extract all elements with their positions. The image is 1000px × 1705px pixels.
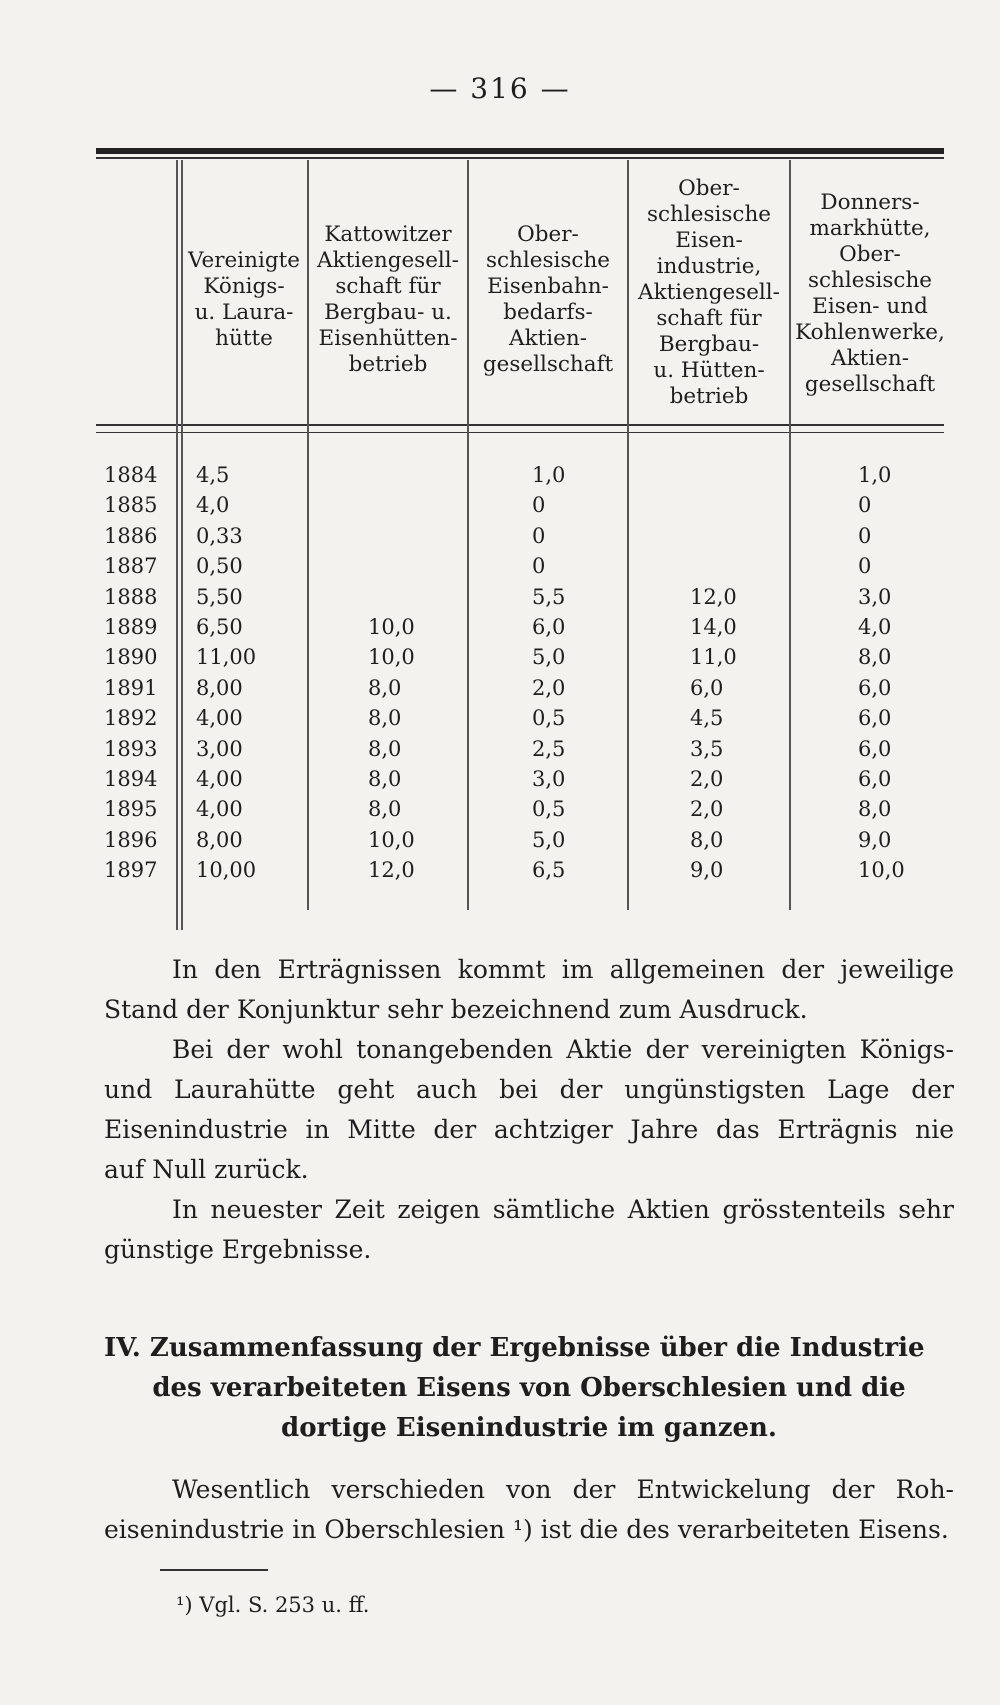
cell-laurahuette: 4,00 [196, 797, 243, 822]
cell-kattowitzer [368, 490, 418, 520]
cell-donnersmarckhuette: 1,0 [858, 463, 892, 487]
cell-laurahuette: 8,00 [196, 675, 243, 700]
cell-kattowitzer: 10,0 [368, 827, 415, 852]
cell-eisenbahnbedarf: 0 [532, 554, 546, 579]
cell-eisenbahnbedarf: 0,5 [532, 797, 566, 822]
paragraph-4 [104, 1470, 954, 1550]
cell-year: 1895 [104, 797, 158, 822]
cell-kattowitzer: 8,0 [368, 767, 402, 791]
cell-donnersmarckhuette: 3,0 [858, 584, 892, 609]
cell-kattowitzer: 8,0 [368, 736, 402, 761]
cell-eisenindustrie: 4,5 [690, 706, 724, 731]
cell-donnersmarckhuette: 6,0 [858, 736, 892, 761]
page-number: — 316 — [429, 72, 571, 105]
cell-year: 1885 [104, 493, 158, 518]
cell-year: 1886 [104, 523, 158, 548]
cell-year: 1888 [104, 584, 158, 609]
cell-kattowitzer: 8,0 [368, 675, 402, 700]
cell-eisenbahnbedarf: 2,0 [532, 675, 566, 700]
column-header-laurahuette: Vereinigte Königs- u. Laura- hütte [187, 248, 300, 351]
cell-year: 1896 [104, 827, 158, 852]
cell-donnersmarckhuette: 8,0 [858, 797, 892, 822]
text-line: In den Erträgnissen kommt im allgemeinen der jeweilige [172, 955, 954, 984]
paragraph-2 [104, 1030, 954, 1190]
cell-eisenbahnbedarf: 5,0 [532, 827, 566, 852]
cell-year: 1887 [104, 554, 158, 579]
cell-donnersmarckhuette: 4,0 [858, 615, 892, 639]
cell-year: 1897 [104, 858, 158, 883]
cell-donnersmarckhuette: 6,0 [858, 675, 892, 700]
footnote-rule [160, 1569, 268, 1571]
text-line: und Laurahütte geht auch bei der ungünstigsten Lage der [104, 1075, 954, 1104]
cell-eisenindustrie [690, 521, 740, 551]
cell-laurahuette: 6,50 [196, 615, 243, 639]
cell-donnersmarckhuette: 9,0 [858, 827, 892, 852]
cell-year: 1891 [104, 675, 158, 700]
cell-kattowitzer: 8,0 [368, 706, 402, 731]
cell-eisenbahnbedarf: 3,0 [532, 767, 566, 791]
cell-eisenbahnbedarf: 1,0 [532, 463, 566, 487]
cell-donnersmarckhuette: 10,0 [858, 858, 905, 883]
cell-eisenindustrie: 3,5 [690, 736, 724, 761]
table-header-rule [96, 424, 944, 426]
cell-laurahuette: 4,00 [196, 767, 243, 791]
cell-donnersmarckhuette: 6,0 [858, 767, 892, 791]
cell-laurahuette: 4,5 [196, 463, 230, 487]
column-header-eisenbahnbedarf: Ober- schlesische Eisenbahn- bedarfs- Aktien- gesellschaft [482, 222, 614, 377]
cell-donnersmarckhuette: 8,0 [858, 645, 892, 670]
text-line: In neuester Zeit zeigen sämtliche Aktien grösstenteils sehr [172, 1195, 954, 1224]
table-top-rule-thin [96, 157, 944, 159]
cell-eisenindustrie: 14,0 [690, 615, 737, 639]
cell-kattowitzer: 12,0 [368, 858, 415, 883]
cell-year: 1893 [104, 736, 158, 761]
cell-laurahuette: 5,50 [196, 584, 243, 609]
column-divider [176, 160, 178, 930]
text-line: auf Null zurück. [104, 1155, 309, 1184]
cell-eisenbahnbedarf: 6,5 [532, 858, 566, 883]
cell-kattowitzer [368, 521, 418, 551]
cell-laurahuette: 0,50 [196, 554, 243, 579]
cell-year: 1892 [104, 706, 158, 731]
text-line: günstige Ergebnisse. [104, 1235, 372, 1264]
cell-kattowitzer: 10,0 [368, 645, 415, 670]
cell-kattowitzer [368, 460, 418, 490]
cell-year: 1889 [104, 615, 158, 639]
cell-eisenindustrie: 8,0 [690, 827, 724, 852]
paragraph-1 [104, 950, 954, 1030]
cell-laurahuette: 10,00 [196, 858, 257, 883]
cell-eisenindustrie: 11,0 [690, 645, 737, 670]
text-line: Stand der Konjunktur sehr bezeichnend zum Ausdruck. [104, 995, 808, 1024]
cell-donnersmarckhuette: 0 [858, 493, 872, 518]
cell-laurahuette: 3,00 [196, 736, 243, 761]
column-header-kattowitzer: Kattowitzer Aktiengesell- schaft für Bergbau- u. Eisenhütten- betrieb [317, 222, 459, 377]
cell-donnersmarckhuette: 0 [858, 523, 872, 548]
heading-line: des verarbeiteten Eisens von Oberschlesien und die [152, 1373, 906, 1403]
cell-laurahuette: 11,00 [196, 645, 257, 670]
heading-line: IV. Zusammenfassung der Ergebnisse über die Industrie [104, 1333, 925, 1363]
cell-eisenindustrie: 2,0 [690, 767, 724, 791]
cell-laurahuette: 8,00 [196, 827, 243, 852]
cell-eisenindustrie [690, 551, 740, 581]
heading-line: dortige Eisenindustrie im ganzen. [281, 1413, 777, 1443]
cell-eisenbahnbedarf: 0,5 [532, 706, 566, 731]
section-heading [104, 1328, 954, 1448]
cell-eisenindustrie: 6,0 [690, 675, 724, 700]
cell-eisenbahnbedarf: 5,0 [532, 645, 566, 670]
cell-eisenindustrie: 2,0 [690, 797, 724, 822]
column-header-donnersmarckhuette: Donners- markhütte, Ober- schlesische Eisen- und Kohlenwerke, Aktien- gesellschaft [795, 190, 945, 397]
text-line: Wesentlich verschieden von der Entwickelung der Roh- [172, 1475, 954, 1504]
cell-donnersmarckhuette: 0 [858, 554, 872, 579]
cell-eisenbahnbedarf: 0 [532, 523, 546, 548]
cell-eisenindustrie: 9,0 [690, 858, 724, 883]
cell-eisenindustrie: 12,0 [690, 584, 737, 609]
text-line: Bei der wohl tonangebenden Aktie der vereinigten Königs- [172, 1035, 954, 1064]
footnote: ¹) Vgl. S. 253 u. ff. [176, 1593, 370, 1617]
cell-kattowitzer [368, 551, 418, 581]
cell-year: 1884 [104, 463, 158, 487]
table-header-rule-2 [96, 432, 944, 433]
column-header-eisenindustrie: Ober- schlesische Eisen- industrie, Aktiengesell- schaft für Bergbau- u. Hütten- betrieb [638, 176, 780, 409]
cell-eisenbahnbedarf: 6,0 [532, 615, 566, 639]
cell-laurahuette: 0,33 [196, 523, 243, 548]
cell-year: 1890 [104, 645, 158, 670]
cell-donnersmarckhuette: 6,0 [858, 706, 892, 731]
cell-kattowitzer [368, 582, 418, 612]
cell-eisenindustrie [690, 490, 740, 520]
cell-laurahuette: 4,00 [196, 706, 243, 731]
table-top-rule [96, 148, 944, 154]
cell-kattowitzer: 8,0 [368, 797, 402, 822]
cell-year: 1894 [104, 767, 158, 791]
text-line: eisenindustrie in Oberschlesien ¹) ist die des verarbeiteten Eisens. [104, 1515, 949, 1544]
cell-eisenbahnbedarf: 5,5 [532, 584, 566, 609]
paragraph-3 [104, 1190, 954, 1270]
text-line: Eisenindustrie in Mitte der achtziger Jahre das Erträgnis nie [104, 1115, 954, 1144]
cell-laurahuette: 4,0 [196, 493, 230, 518]
cell-eisenbahnbedarf: 2,5 [532, 736, 566, 761]
cell-kattowitzer: 10,0 [368, 615, 415, 639]
cell-eisenbahnbedarf: 0 [532, 493, 546, 518]
cell-eisenindustrie [690, 460, 740, 490]
